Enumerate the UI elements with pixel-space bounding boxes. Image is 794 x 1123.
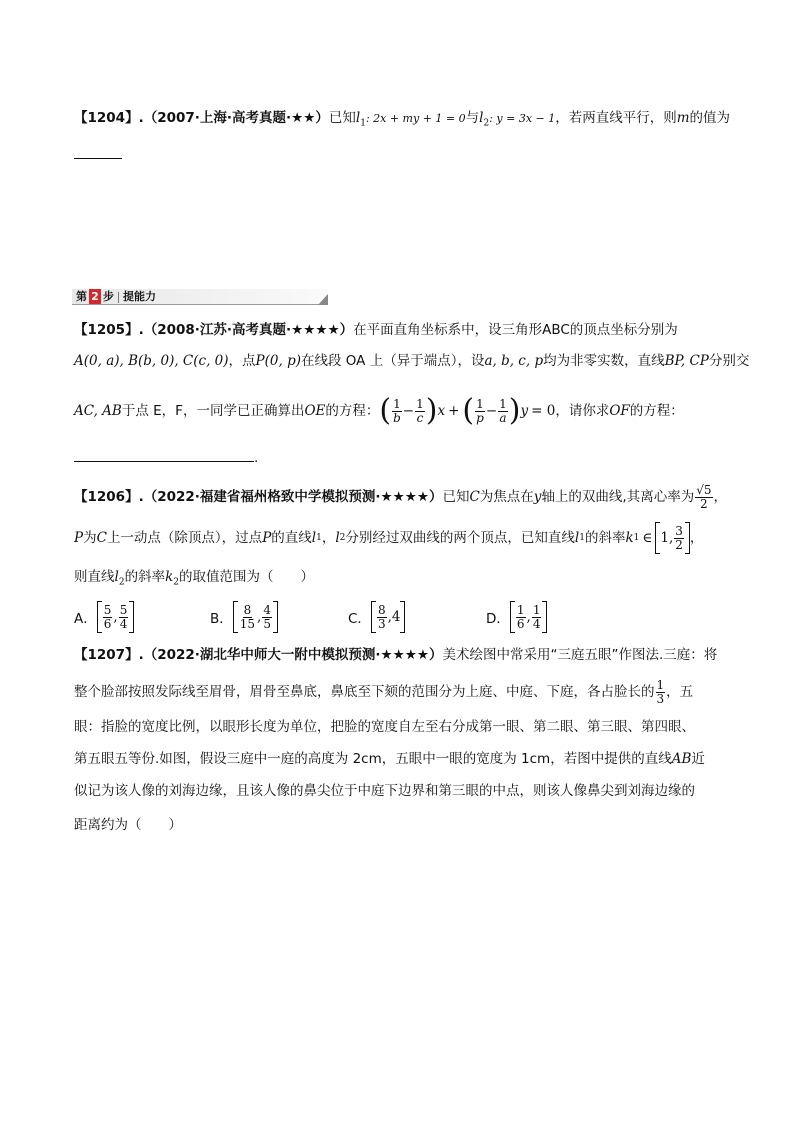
step-number-badge: 2 — [89, 289, 101, 304]
q1206-header: 【1206】.（2022·福建省福州格致中学模拟预测·★★★★） — [74, 489, 443, 505]
q1204-header: 【1204】.（2007·上海·高考真题·★★） — [74, 110, 329, 126]
question-1206: 【1206】.（2022·福建省福州格致中学模拟预测·★★★★） 已知 C 为焦点在 y 轴上的双曲线,其离心率为 $\frac{√5}{2}$ ， — [74, 482, 728, 511]
step-label: 提能力 — [123, 290, 156, 303]
option-a[interactable]: A． $\frac{5}{6}$ , $\frac{5}{4}$ — [74, 601, 134, 633]
option-b[interactable]: B． $\frac{8}{15}$ , $\frac{4}{5}$ — [210, 601, 278, 633]
q1207-header: 【1207】.（2022·湖北华中师大一附中模拟预测·★★★★） — [74, 647, 443, 663]
question-1205: 【1205】.（2008·江苏·高考真题·★★★★）在平面直角坐标系中，设三角形ABC的顶点坐标分别为 — [74, 322, 678, 338]
option-c[interactable]: C． $\frac{8}{3}$ , 4 — [348, 601, 405, 633]
option-d[interactable]: D． $\frac{1}{6}$ , $\frac{1}{4}$ — [486, 601, 547, 633]
question-1207: 【1207】.（2022·湖北华中师大一附中模拟预测·★★★★）美术绘图中常采用“三庭五眼”作图法.三庭：将 — [74, 647, 718, 663]
question-1204: 【1204】.（2007·上海·高考真题·★★）已知$l_1$: 2x + my + 1 = 0与$l_2$: y = 3x − 1，若两直线平行，则m的值为 — [74, 110, 731, 129]
q1204-answer-blank[interactable] — [74, 158, 122, 159]
q1205-answer-blank[interactable] — [74, 461, 254, 462]
banner-corner-icon — [318, 294, 328, 305]
q1205-header: 【1205】.（2008·江苏·高考真题·★★★★） — [74, 322, 354, 338]
step-banner: 第 2 步 提能力 — [72, 289, 328, 305]
